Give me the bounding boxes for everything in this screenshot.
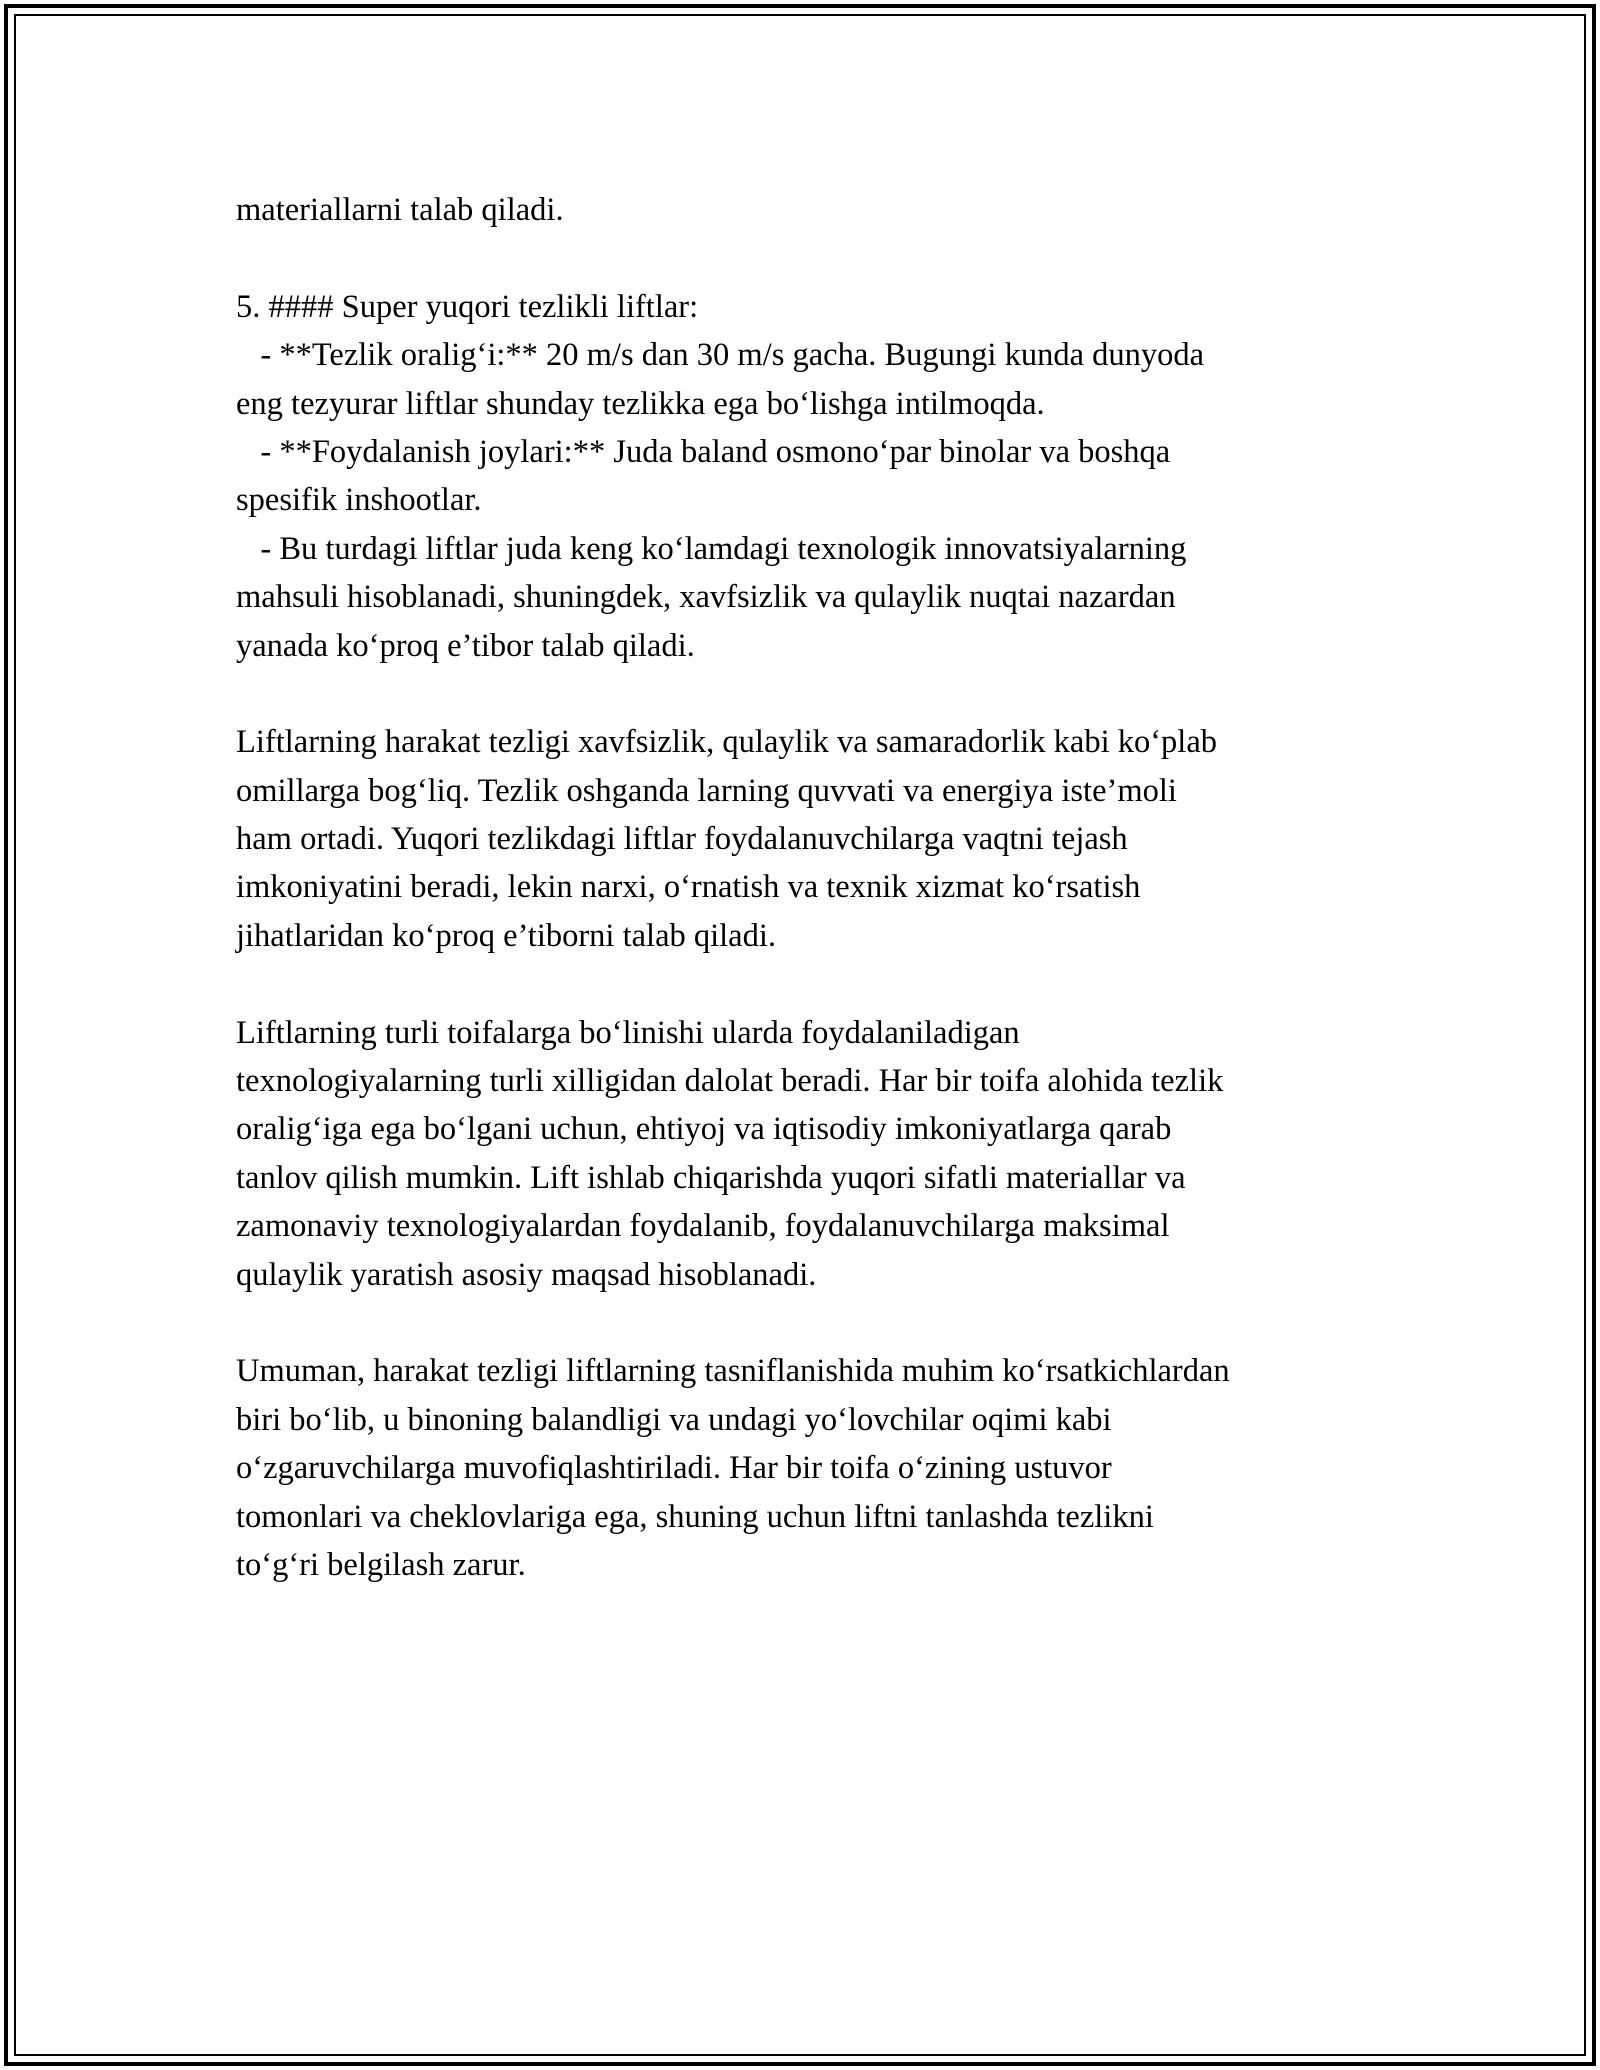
text-line: imkoniyatini beradi, lekin narxi, o‘rnatish va texnik xizmat ko‘rsatish [236, 869, 1141, 906]
text-line: qulaylik yaratish asosiy maqsad hisoblanadi. [236, 1256, 817, 1293]
text-line: spesifik inshootlar. [236, 482, 482, 519]
paragraph-super-fast-lifts [236, 283, 1386, 670]
paragraph-intro [236, 186, 1386, 234]
paragraph-conclusion [236, 1347, 1386, 1589]
paragraph-gap [236, 1299, 1386, 1347]
paragraph-speed-factors [236, 718, 1386, 960]
text-line: yanada ko‘proq e’tibor talab qiladi. [236, 627, 695, 664]
text-line: omillarga bog‘liq. Tezlik oshganda larning quvvati va energiya iste’moli [236, 772, 1177, 809]
text-line: mahsuli hisoblanadi, shuningdek, xavfsizlik va qulaylik nuqtai nazardan [236, 579, 1176, 616]
text-line: to‘g‘ri belgilash zarur. [236, 1546, 526, 1583]
document-body [236, 186, 1386, 1589]
paragraph-gap [236, 234, 1386, 282]
text-line: biri bo‘lib, u binoning balandligi va undagi yo‘lovchilar oqimi kabi [236, 1401, 1112, 1438]
text-line: - **Foydalanish joylari:** Juda baland osmono‘par binolar va boshqa [236, 433, 1171, 470]
text-line: - **Tezlik oralig‘i:** 20 m/s dan 30 m/s gacha. Bugungi kunda dunyoda [236, 337, 1205, 374]
text-line: - Bu turdagi liftlar juda keng ko‘lamdagi texnologik innovatsiyalarning [236, 530, 1187, 567]
text-line: materiallarni talab qiladi. [236, 192, 564, 228]
text-line: Liftlarning harakat tezligi xavfsizlik, qulaylik va samaradorlik kabi ko‘plab [236, 724, 1217, 761]
text-line: oralig‘iga ega bo‘lgani uchun, ehtiyoj va iqtisodiy imkoniyatlarga qarab [236, 1111, 1172, 1148]
text-line: o‘zgaruvchilarga muvofiqlashtiriladi. Har bir toifa o‘zining ustuvor [236, 1450, 1112, 1487]
paragraph-gap [236, 960, 1386, 1008]
text-line: Liftlarning turli toifalarga bo‘linishi ularda foydalaniladigan [236, 1014, 1020, 1051]
text-line: ham ortadi. Yuqori tezlikdagi liftlar foydalanuvchilarga vaqtni tejash [236, 821, 1128, 858]
text-line: eng tezyurar liftlar shunday tezlikka ega bo‘lishga intilmoqda. [236, 385, 1045, 422]
text-line: Umuman, harakat tezligi liftlarning tasniflanishida muhim ko‘rsatkichlardan [236, 1353, 1230, 1390]
section-heading: 5. #### Super yuqori tezlikli liftlar: [236, 288, 699, 325]
paragraph-categories [236, 1009, 1386, 1299]
text-line: jihatlaridan ko‘proq e’tiborni talab qiladi. [236, 917, 777, 954]
paragraph-gap [236, 670, 1386, 718]
text-line: tanlov qilish mumkin. Lift ishlab chiqarishda yuqori sifatli materiallar va [236, 1159, 1186, 1196]
text-line: zamonaviy texnologiyalardan foydalanib, foydalanuvchilarga maksimal [236, 1208, 1170, 1245]
text-line: tomonlari va cheklovlariga ega, shuning uchun liftni tanlashda tezlikni [236, 1498, 1154, 1535]
text-line: texnologiyalarning turli xilligidan dalolat beradi. Har bir toifa alohida tezlik [236, 1063, 1224, 1100]
